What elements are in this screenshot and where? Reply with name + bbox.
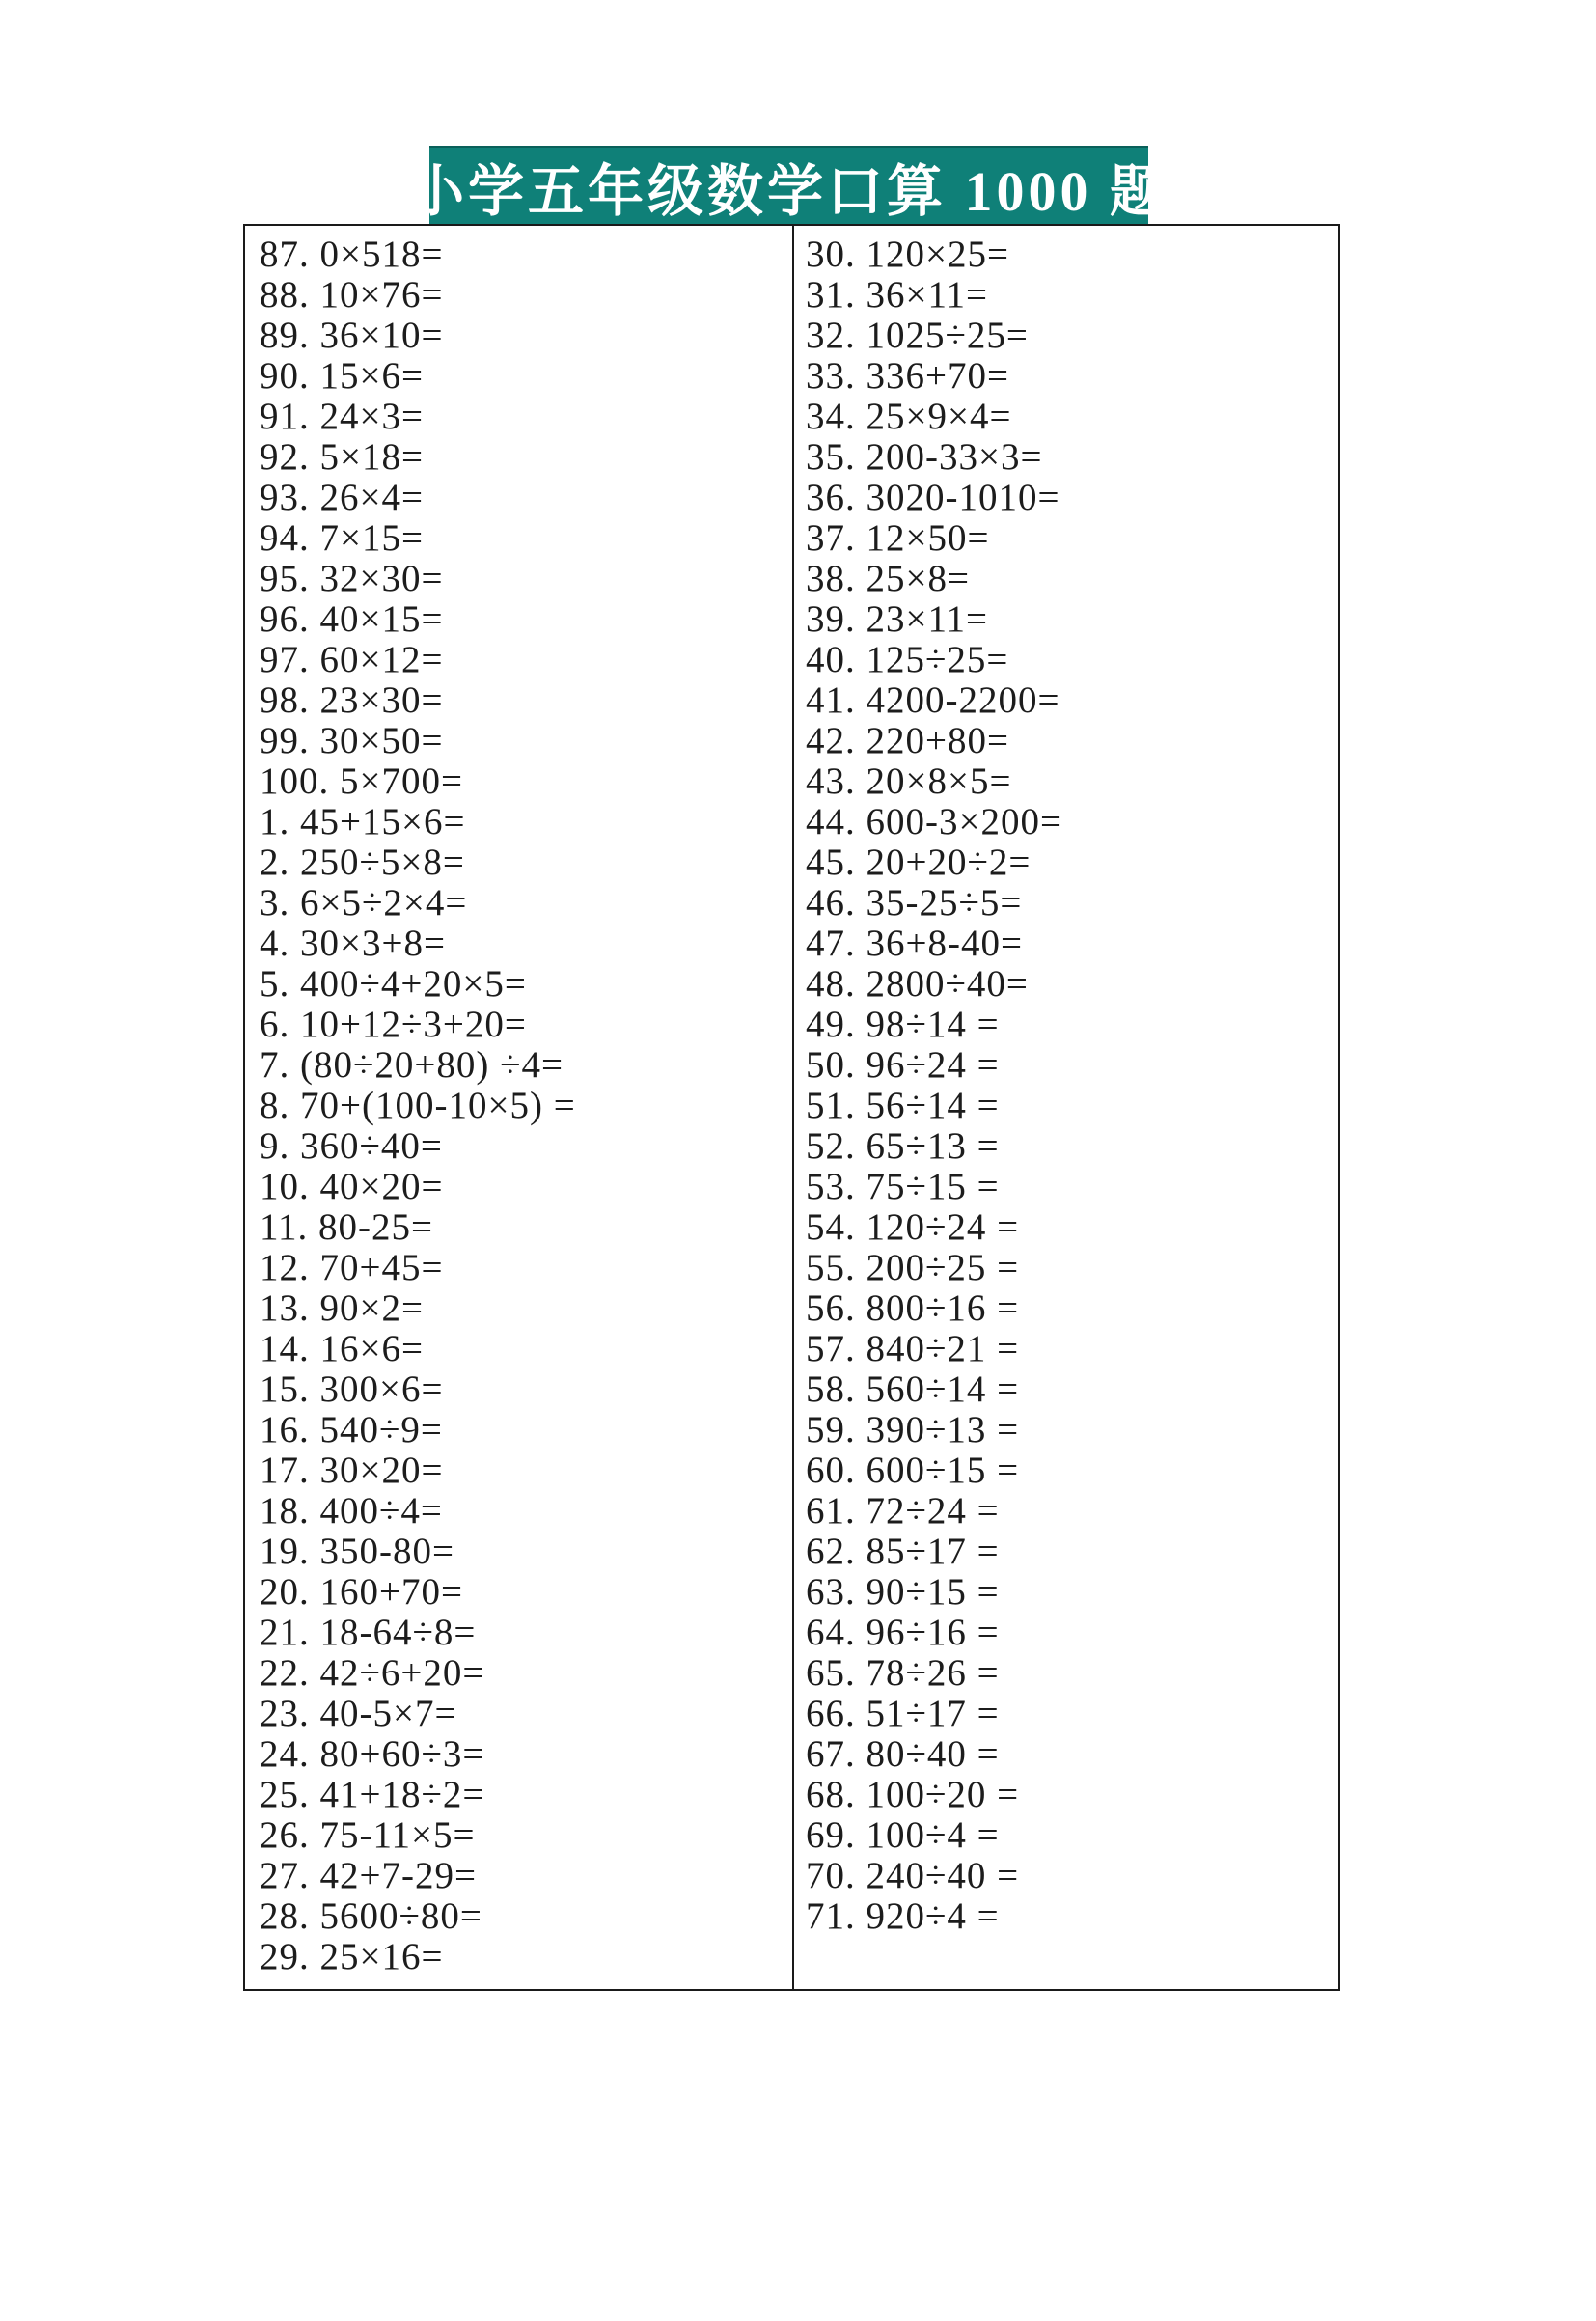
problem-item: 21. 18-64÷8= (260, 1612, 477, 1653)
problem-item: 28. 5600÷80= (260, 1895, 482, 1937)
problem-item: 92. 5×18= (260, 436, 424, 478)
problem-item: 98. 23×30= (260, 679, 444, 721)
problem-item: 10. 40×20= (260, 1166, 444, 1207)
problem-item: 91. 24×3= (260, 396, 424, 437)
problem-item: 34. 25×9×4= (806, 396, 1012, 437)
problem-item: 41. 4200-2200= (806, 679, 1060, 721)
problem-item: 53. 75÷15 = (806, 1166, 1000, 1207)
problem-item: 33. 336+70= (806, 355, 1009, 397)
problem-item: 24. 80+60÷3= (260, 1733, 485, 1775)
problem-item: 88. 10×76= (260, 274, 444, 316)
problem-item: 38. 25×8= (806, 558, 970, 599)
problem-item: 45. 20+20÷2= (806, 842, 1032, 883)
problem-item: 90. 15×6= (260, 355, 424, 397)
problem-item: 2. 250÷5×8= (260, 842, 465, 883)
problem-item: 63. 90÷15 = (806, 1571, 1000, 1613)
problem-item: 35. 200-33×3= (806, 436, 1043, 478)
problem-item: 12. 70+45= (260, 1247, 444, 1288)
problem-item: 22. 42÷6+20= (260, 1652, 485, 1694)
problem-item: 44. 600-3×200= (806, 801, 1062, 843)
problem-item: 43. 20×8×5= (806, 760, 1012, 802)
problem-item: 23. 40-5×7= (260, 1693, 457, 1734)
problem-item: 58. 560÷14 = (806, 1368, 1020, 1410)
problem-item: 29. 25×16= (260, 1936, 444, 1977)
problem-item: 15. 300×6= (260, 1368, 444, 1410)
problem-item: 60. 600÷15 = (806, 1450, 1020, 1491)
problem-item: 50. 96÷24 = (806, 1044, 1000, 1086)
problem-item: 66. 51÷17 = (806, 1693, 1000, 1734)
problem-item: 1. 45+15×6= (260, 801, 466, 843)
problem-item: 56. 800÷16 = (806, 1287, 1020, 1329)
problem-item: 4. 30×3+8= (260, 923, 446, 964)
problem-item: 37. 12×50= (806, 517, 990, 559)
problem-item: 99. 30×50= (260, 720, 444, 761)
problem-item: 55. 200÷25 = (806, 1247, 1020, 1288)
problem-item: 71. 920÷4 = (806, 1895, 1000, 1937)
problem-item: 97. 60×12= (260, 639, 444, 680)
problem-item: 93. 26×4= (260, 477, 424, 518)
problem-item: 70. 240÷40 = (806, 1855, 1020, 1896)
problem-item: 67. 80÷40 = (806, 1733, 1000, 1775)
problem-item: 87. 0×518= (260, 234, 444, 275)
problem-item: 54. 120÷24 = (806, 1206, 1020, 1248)
problem-item: 36. 3020-1010= (806, 477, 1060, 518)
page-title: 小学五年级数学口算 1000 题 (429, 146, 1148, 224)
problem-item: 6. 10+12÷3+20= (260, 1004, 527, 1045)
problem-item: 3. 6×5÷2×4= (260, 882, 468, 924)
problem-item: 69. 100÷4 = (806, 1814, 1000, 1856)
problem-item: 95. 32×30= (260, 558, 444, 599)
problems-table (243, 224, 1340, 1991)
problem-item: 30. 120×25= (806, 234, 1009, 275)
problem-item: 64. 96÷16 = (806, 1612, 1000, 1653)
problem-item: 89. 36×10= (260, 315, 444, 356)
problem-item: 52. 65÷13 = (806, 1125, 1000, 1167)
problem-item: 51. 56÷14 = (806, 1085, 1000, 1126)
problem-item: 13. 90×2= (260, 1287, 424, 1329)
problem-item: 26. 75-11×5= (260, 1814, 476, 1856)
problem-item: 59. 390÷13 = (806, 1409, 1020, 1451)
problem-item: 32. 1025÷25= (806, 315, 1029, 356)
problem-item: 42. 220+80= (806, 720, 1009, 761)
problem-item: 20. 160+70= (260, 1571, 463, 1613)
problem-item: 27. 42+7-29= (260, 1855, 477, 1896)
problem-item: 8. 70+(100-10×5) = (260, 1085, 576, 1126)
problem-item: 46. 35-25÷5= (806, 882, 1023, 924)
problem-item: 31. 36×11= (806, 274, 989, 316)
problems-column-left (245, 226, 794, 1989)
problem-item: 47. 36+8-40= (806, 923, 1023, 964)
problem-item: 16. 540÷9= (260, 1409, 443, 1451)
problem-item: 49. 98÷14 = (806, 1004, 1000, 1045)
problem-item: 9. 360÷40= (260, 1125, 443, 1167)
problem-item: 96. 40×15= (260, 598, 444, 640)
problem-item: 100. 5×700= (260, 760, 463, 802)
problem-item: 68. 100÷20 = (806, 1774, 1020, 1815)
problem-item: 48. 2800÷40= (806, 963, 1029, 1005)
problem-item: 25. 41+18÷2= (260, 1774, 485, 1815)
problem-item: 62. 85÷17 = (806, 1531, 1000, 1572)
problem-item: 94. 7×15= (260, 517, 424, 559)
problem-item: 5. 400÷4+20×5= (260, 963, 527, 1005)
problem-item: 40. 125÷25= (806, 639, 1009, 680)
problem-item: 7. (80÷20+80) ÷4= (260, 1044, 564, 1086)
problem-item: 57. 840÷21 = (806, 1328, 1020, 1369)
problem-item: 14. 16×6= (260, 1328, 424, 1369)
problem-item: 11. 80-25= (260, 1206, 434, 1248)
problem-item: 39. 23×11= (806, 598, 989, 640)
problem-item: 65. 78÷26 = (806, 1652, 1000, 1694)
problems-column-right (794, 226, 1338, 1989)
problem-item: 19. 350-80= (260, 1531, 454, 1572)
problem-item: 17. 30×20= (260, 1450, 444, 1491)
problem-item: 18. 400÷4= (260, 1490, 443, 1532)
problem-item: 61. 72÷24 = (806, 1490, 1000, 1532)
